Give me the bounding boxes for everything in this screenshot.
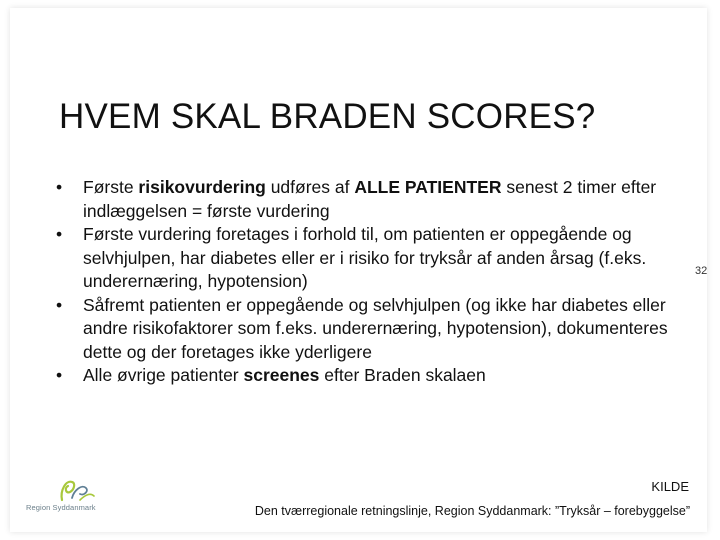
- bullet-marker: •: [56, 224, 63, 244]
- bullet-item: [56, 223, 680, 294]
- bullet-segment: Alle øvrige patienter: [83, 365, 244, 385]
- region-logo-icon: [54, 476, 102, 504]
- bullet-segment: udføres af: [265, 177, 355, 197]
- logo-text: Region Syddanmark: [26, 503, 96, 512]
- source-citation: Den tværregionale retningslinje, Region Syddanmark: ”Tryksår – forebyggelse”: [254, 504, 690, 518]
- bullet-segment-bold: screenes: [243, 365, 320, 385]
- region-syddanmark-logo: [26, 476, 126, 516]
- bullet-marker: •: [56, 365, 63, 385]
- bullet-segment-bold: ALLE PATIENTER: [354, 177, 502, 197]
- bullet-segment: Såfremt patienten er oppegående og selvhjulpen (og ikke har diabetes eller andre risikofaktorer som f.eks. underernæring, hypotension), dokumenteres dette og der foretages ikke yderligere: [83, 294, 668, 362]
- bullet-marker: •: [56, 177, 63, 197]
- bullet-list: [56, 176, 680, 388]
- bullet-item: [56, 294, 680, 365]
- bullet-item: [56, 176, 680, 223]
- bullet-marker: •: [56, 294, 63, 315]
- bullet-item: [56, 364, 680, 388]
- bullet-segment: senest 2 timer efter indlæggelsen = første vurdering: [83, 177, 657, 221]
- bullet-segment: Første vurdering foretages i forhold til, om patienten er oppegående og selvhjulpen, har diabetes eller er i risiko for tryksår af anden årsag (f.eks. underernæring, hypotension): [83, 224, 647, 291]
- bullet-segment: Første: [83, 177, 139, 197]
- bullet-segment-bold: risikovurdering: [138, 177, 266, 197]
- page-number: 32: [695, 265, 708, 277]
- kilde-label: KILDE: [651, 479, 689, 494]
- slide-title: HVEM SKAL BRADEN SCORES?: [59, 97, 596, 136]
- bullet-segment: efter Braden skalaen: [319, 365, 486, 385]
